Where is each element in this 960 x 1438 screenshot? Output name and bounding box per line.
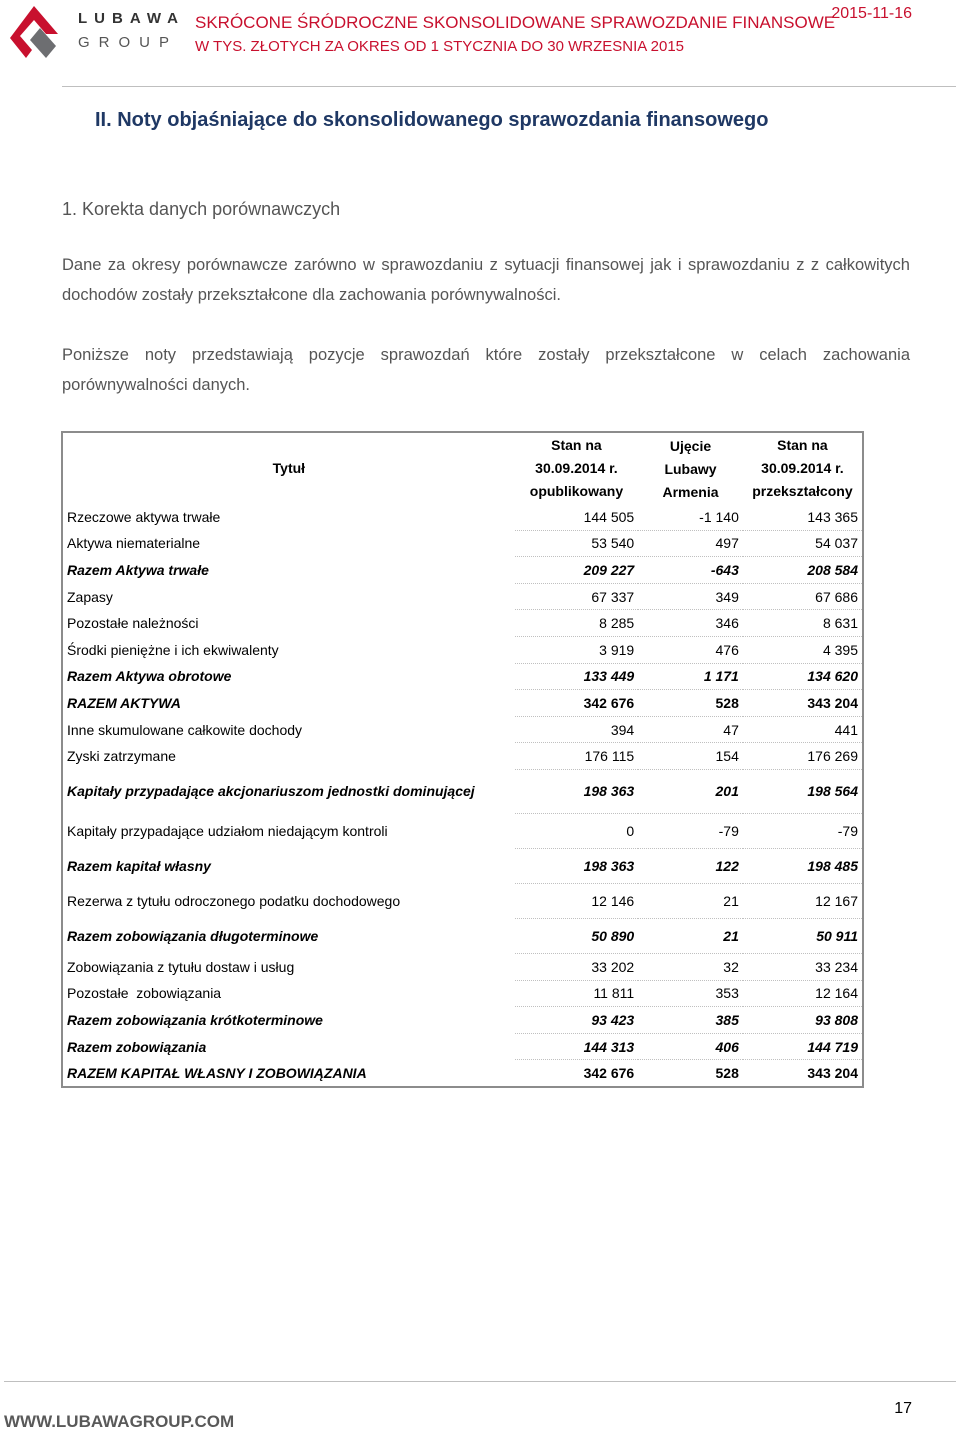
cell-restated: 144 719	[743, 1033, 863, 1060]
cell-armenia: 528	[638, 1060, 743, 1087]
table-row	[62, 716, 863, 743]
table-row-subtotal	[62, 1007, 863, 1034]
cell-restated: -79	[743, 813, 863, 848]
row-label: RAZEM KAPITAŁ WŁASNY I ZOBOWIĄZANIA	[67, 1064, 367, 1081]
cell-published: 0	[515, 813, 639, 848]
notes-paragraph: Poniższe noty przedstawiają pozycje sprawozdań które zostały przekształcone w celach zachowania porównywalności danych.	[62, 346, 910, 394]
table-row	[62, 504, 863, 530]
cell-restated: 93 808	[743, 1007, 863, 1034]
row-label: Razem kapitał własny	[67, 857, 211, 874]
subsection-title: 1. Korekta danych porównawczych	[62, 199, 341, 219]
table-row	[62, 953, 863, 980]
cell-published: 11 811	[515, 980, 639, 1007]
cell-restated: 67 686	[743, 583, 863, 610]
header-divider	[62, 86, 956, 87]
cell-restated: 54 037	[743, 530, 863, 557]
intro-paragraph: Dane za okresy porównawcze zarówno w sprawozdaniu z sytuacji finansowej jak i sprawozdaniu z z całkowitych dochodów zostały przekształcone dla zachowania porównywalności.	[62, 256, 910, 304]
cell-restated: 343 204	[743, 690, 863, 717]
cell-armenia: 122	[638, 848, 743, 883]
row-label: Zyski zatrzymane	[67, 748, 176, 765]
cell-restated: 441	[743, 716, 863, 743]
cell-published: 144 313	[515, 1033, 639, 1060]
cell-restated: 134 620	[743, 663, 863, 690]
cell-published: 93 423	[515, 1007, 639, 1034]
cell-restated: 12 167	[743, 883, 863, 918]
table-row-subtotal	[62, 663, 863, 690]
table-row-total	[62, 690, 863, 717]
report-date: 2015-11-16	[831, 5, 912, 22]
report-title: SKRÓCONE ŚRÓDROCZNE SKONSOLIDOWANE SPRAWOZDANIE FINANSOWE	[195, 13, 836, 32]
cell-armenia: 1 171	[638, 663, 743, 690]
cell-published: 53 540	[515, 530, 639, 557]
cell-published: 342 676	[515, 690, 639, 717]
cell-restated: 33 234	[743, 953, 863, 980]
cell-restated: 8 631	[743, 610, 863, 637]
row-label: Razem Aktywa trwałe	[67, 561, 209, 578]
col-header-armenia: Ujęcie Lubawy Armenia	[662, 438, 719, 500]
cell-armenia: -1 140	[638, 504, 743, 530]
row-label: Inne skumulowane całkowite dochody	[67, 721, 303, 738]
cell-published: 144 505	[515, 504, 639, 530]
cell-restated: 208 584	[743, 557, 863, 584]
cell-armenia: 406	[638, 1033, 743, 1060]
row-label: Razem zobowiązania krótkoterminowe	[67, 1011, 323, 1028]
cell-published: 394	[515, 716, 639, 743]
table-row	[62, 743, 863, 770]
footer-website-link[interactable]: WWW.LUBAWAGROUP.COM	[4, 1412, 235, 1431]
cell-restated: 198 564	[743, 769, 863, 813]
table-row-subtotal	[62, 557, 863, 584]
row-label: Pozostałe zobowiązania	[67, 985, 222, 1002]
row-label: Kapitały przypadające akcjonariuszom jednostki dominującej	[67, 782, 475, 799]
cell-armenia: 47	[638, 716, 743, 743]
cell-armenia: 353	[638, 980, 743, 1007]
cell-restated: 343 204	[743, 1060, 863, 1087]
cell-published: 50 890	[515, 918, 639, 953]
cell-armenia: 349	[638, 583, 743, 610]
cell-published: 133 449	[515, 663, 639, 690]
table-row	[62, 530, 863, 557]
table-row-subtotal	[62, 848, 863, 883]
table-row	[62, 583, 863, 610]
table-row	[62, 813, 863, 848]
cell-armenia: 154	[638, 743, 743, 770]
cell-armenia: 385	[638, 1007, 743, 1034]
page-number: 17	[894, 1400, 912, 1417]
col-header-published: Stan na 30.09.2014 r. opublikowany	[529, 437, 624, 499]
logo-wordmark: LUBAWA	[78, 10, 185, 27]
row-label: Zobowiązania z tytułu dostaw i usług	[67, 958, 295, 975]
cell-published: 198 363	[515, 769, 639, 813]
cell-armenia: 21	[638, 883, 743, 918]
cell-armenia: 201	[638, 769, 743, 813]
cell-restated: 4 395	[743, 636, 863, 663]
cell-armenia: 32	[638, 953, 743, 980]
cell-armenia: 21	[638, 918, 743, 953]
col-header-restated: Stan na 30.09.2014 r. przekształcony	[752, 437, 853, 499]
cell-armenia: -79	[638, 813, 743, 848]
table-row-subtotal	[62, 1033, 863, 1060]
cell-armenia: 497	[638, 530, 743, 557]
table-row-total	[62, 1060, 863, 1087]
cell-restated: 198 485	[743, 848, 863, 883]
row-label: Aktywa niematerialne	[67, 535, 201, 552]
lubawa-logo-icon	[6, 4, 62, 60]
row-label: Kapitały przypadające udziałom niedającym kontroli	[67, 822, 388, 839]
row-label: Razem zobowiązania długoterminowe	[67, 927, 319, 944]
cell-armenia: 528	[638, 690, 743, 717]
cell-restated: 176 269	[743, 743, 863, 770]
cell-published: 342 676	[515, 1060, 639, 1087]
cell-armenia: 476	[638, 636, 743, 663]
cell-restated: 143 365	[743, 504, 863, 530]
report-period: W TYS. ZŁOTYCH ZA OKRES OD 1 STYCZNIA DO 30 WRZESNIA 2015	[195, 38, 685, 55]
cell-armenia: 346	[638, 610, 743, 637]
table-row	[62, 883, 863, 918]
row-label: RAZEM AKTYWA	[67, 694, 181, 711]
logo-group-label: GROUP	[78, 34, 179, 51]
cell-published: 33 202	[515, 953, 639, 980]
table-row	[62, 636, 863, 663]
row-label: Zapasy	[67, 588, 113, 605]
table-header-row	[62, 432, 863, 504]
row-label: Razem zobowiązania	[67, 1038, 207, 1055]
cell-published: 3 919	[515, 636, 639, 663]
restatement-table	[61, 431, 864, 1088]
cell-restated: 50 911	[743, 918, 863, 953]
cell-published: 176 115	[515, 743, 639, 770]
cell-published: 67 337	[515, 583, 639, 610]
table-row-subtotal	[62, 769, 863, 813]
row-label: Pozostałe należności	[67, 615, 199, 632]
row-label: Rzeczowe aktywa trwałe	[67, 509, 221, 526]
cell-published: 209 227	[515, 557, 639, 584]
row-label: Razem Aktywa obrotowe	[67, 668, 232, 685]
cell-armenia: -643	[638, 557, 743, 584]
section-title: II. Noty objaśniające do skonsolidowanego sprawozdania finansowego	[95, 109, 769, 131]
cell-published: 12 146	[515, 883, 639, 918]
col-header-title: Tytuł	[272, 460, 306, 476]
cell-published: 8 285	[515, 610, 639, 637]
table-row-subtotal	[62, 918, 863, 953]
cell-restated: 12 164	[743, 980, 863, 1007]
row-label: Rezerwa z tytułu odroczonego podatku dochodowego	[67, 892, 401, 909]
footer-divider	[4, 1381, 956, 1382]
table-row	[62, 980, 863, 1007]
table-row	[62, 610, 863, 637]
row-label: Środki pieniężne i ich ekwiwalenty	[67, 641, 279, 658]
page-header	[0, 0, 960, 90]
cell-published: 198 363	[515, 848, 639, 883]
